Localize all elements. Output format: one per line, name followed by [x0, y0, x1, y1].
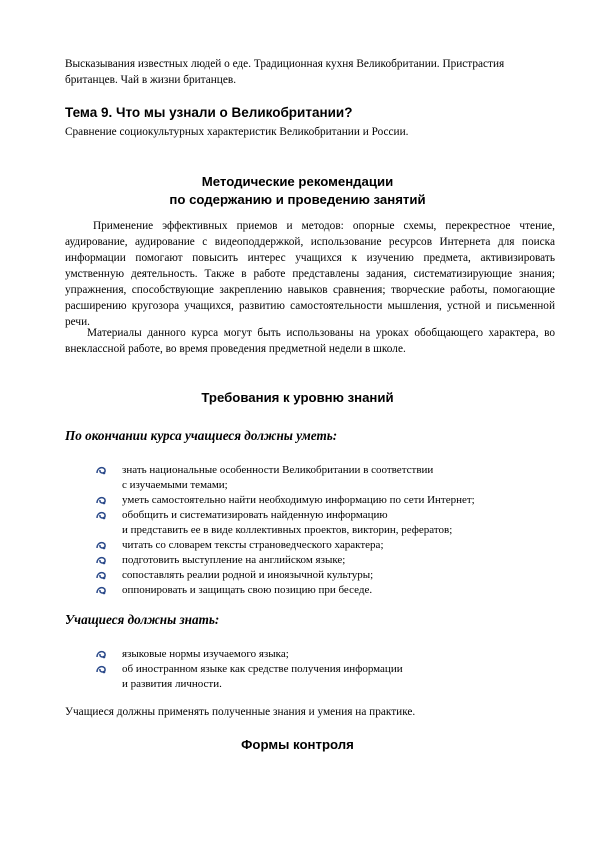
know-list: [95, 647, 555, 692]
intro-line-1: Высказывания известных людей о еде. Традиционная кухня Великобритании. Пристрастия: [65, 58, 505, 70]
list-item-text: подготовить выступление на английском языке;: [122, 554, 346, 566]
list-item: [95, 508, 555, 523]
list-item: [95, 538, 555, 553]
list-item: [95, 647, 555, 662]
methodology-paragraph-1: Применение эффективных приемов и методов: опорные схемы, перекрестное чтение, аудирование, аудирование с видеоподдержкой, использование ресурсов Интернета для поиска информации помогают повысить интерес учащихся к изучению предмета, активизировать умственную деятельность. Также в работе представлены задания, систематизирующие знания; упражнения, способствующие закреплению навыков сравнения; творческие работы, помогающие расширению кругозора учащихся, развитию самостоятельности мышления, устной и письменной речи.: [65, 220, 555, 328]
swirl-bullet-icon: [95, 494, 107, 506]
list-item: [95, 568, 555, 583]
list-item-text: и представить ее в виде коллективных проектов, викторин, рефератов;: [122, 524, 453, 536]
list-item-text: сопоставлять реалии родной и иноязычной культуры;: [122, 569, 374, 581]
list-item: [95, 493, 555, 508]
list-item-text: оппонировать и защищать свою позицию при беседе.: [122, 584, 373, 596]
swirl-bullet-icon: [95, 584, 107, 596]
list-item-text: с изучаемыми темами;: [122, 479, 228, 491]
list-item: [95, 553, 555, 568]
can-list: [95, 463, 555, 598]
swirl-bullet-icon: [95, 539, 107, 551]
list-item: [95, 523, 555, 538]
control-title: Формы контроля: [241, 737, 354, 752]
swirl-bullet-icon: [95, 648, 107, 660]
list-item: [95, 463, 555, 478]
list-item-text: читать со словарем тексты страноведческого характера;: [122, 539, 384, 551]
know-heading: Учащиеся должны знать:: [65, 612, 220, 627]
topic-9-title: Тема 9. Что мы узнали о Великобритании?: [65, 105, 353, 120]
swirl-bullet-icon: [95, 663, 107, 675]
list-item-text: обобщить и систематизировать найденную информацию: [122, 509, 388, 521]
list-item-text: об иностранном языке как средстве получения информации: [122, 663, 403, 675]
list-item: [95, 583, 555, 598]
topic-9-text: Сравнение социокультурных характеристик Великобритании и России.: [65, 126, 409, 138]
methodology-title-line-2: по содержанию и проведению занятий: [169, 192, 426, 207]
swirl-bullet-icon: [95, 569, 107, 581]
swirl-bullet-icon: [95, 554, 107, 566]
swirl-bullet-icon: [95, 464, 107, 476]
apply-text: Учащиеся должны применять полученные знания и умения на практике.: [65, 706, 416, 718]
list-item: [95, 677, 555, 692]
swirl-bullet-icon: [95, 509, 107, 521]
can-heading: По окончании курса учащиеся должны уметь:: [65, 428, 338, 443]
intro-line-2: британцев. Чай в жизни британцев.: [65, 74, 237, 86]
list-item: [95, 662, 555, 677]
methodology-paragraph-2: Материалы данного курса могут быть использованы на уроках обобщающего характера, во внеклассной работе, во время проведения предметной недели в школе.: [65, 327, 555, 355]
requirements-title: Требования к уровню знаний: [201, 390, 394, 405]
list-item-text: и развития личности.: [122, 678, 222, 690]
list-item-text: знать национальные особенности Великобритании в соответствии: [122, 464, 434, 476]
list-item: [95, 478, 555, 493]
methodology-title-line-1: Методические рекомендации: [201, 174, 394, 189]
list-item-text: языковые нормы изучаемого языка;: [122, 648, 289, 660]
list-item-text: уметь самостоятельно найти необходимую информацию по сети Интернет;: [122, 494, 475, 506]
